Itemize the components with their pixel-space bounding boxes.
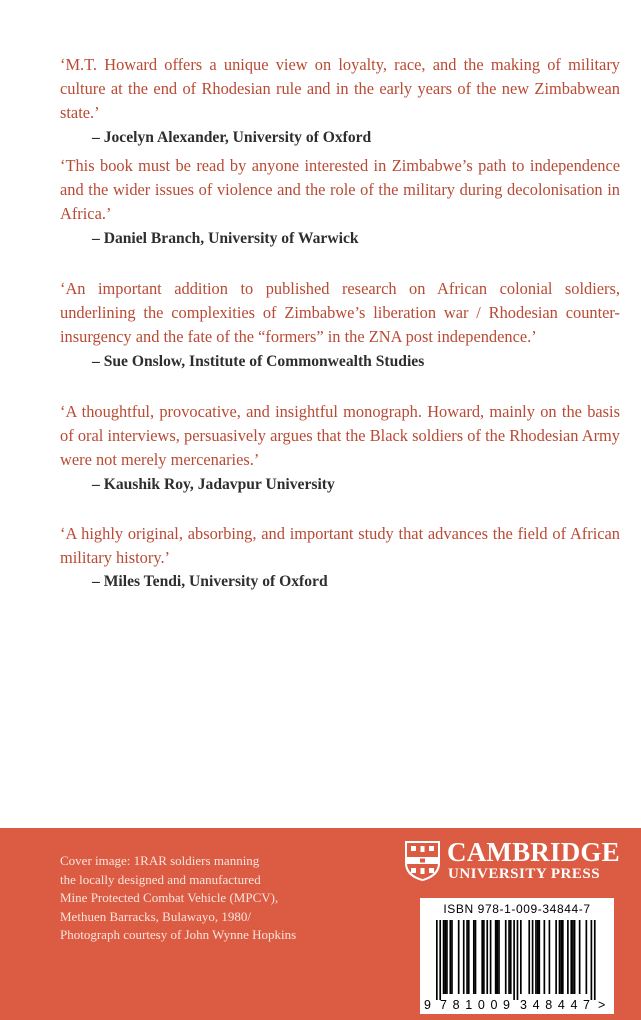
endorsement-4 [60,400,620,496]
back-cover-footer [0,828,641,1020]
isbn-label: ISBN 978-1-009-34844-7 [443,902,591,916]
publisher-name: CAMBRIDGE [447,837,620,867]
barcode-bar [505,920,507,994]
barcode-bar [510,920,512,994]
barcode-bar [535,920,537,994]
cover-image-credit: Cover image: 1RAR soldiers manning the locally designed and manufactured Mine Protected Combat Vehicle (MPCV), Methuen Barracks, Bulawayo, 1980/ Photograph courtesy of John Wynne Hopkins [60,853,297,943]
barcode-bar [490,920,492,994]
endorsement-attribution: – Kaushik Roy, Jadavpur University [92,475,335,493]
barcode-bar [466,920,468,994]
endorsement-attribution: – Sue Onslow, Institute of Commonwealth Studies [92,352,425,370]
publisher-subname: UNIVERSITY PRESS [448,866,601,882]
barcode-bar [481,920,483,994]
cambridge-crest-icon [404,840,441,882]
barcode-bar [567,920,569,994]
barcode-bar [496,920,498,994]
barcode-bar [560,920,562,994]
barcode-bar [549,920,551,994]
barcode-bar [449,920,451,994]
barcode-bar [436,920,438,1000]
barcode-bar [517,920,519,1000]
barcode-bar [572,920,574,994]
barcode-quiet-mark: > [598,998,606,1012]
barcode-image [420,898,614,1014]
barcode-left-digits: 781009 [440,998,510,1012]
publisher-logo [404,836,624,886]
barcode-bar [532,920,534,994]
barcode-bar [555,920,557,994]
barcode-bar [594,920,596,1000]
barcode-bar [468,920,470,994]
isbn-barcode [420,898,614,1014]
barcode-bar [458,920,460,994]
endorsement-quote: ‘A thoughtful, provocative, and insightful monograph. Howard, mainly on the basis of oral interviews, persuasively argues that the Black soldiers of the Rhodesian Army were not merely mercenaries.’ [60,402,620,470]
endorsement-attribution: – Miles Tendi, University of Oxford [92,573,328,591]
barcode-bar [528,920,530,994]
endorsement-attribution: – Daniel Branch, University of Warwick [92,229,359,247]
barcode-bar [486,920,488,994]
barcode-bar [591,920,593,1000]
barcode-bar [498,920,500,994]
barcode-bar [520,920,522,994]
barcode-right-digits: 348447 [520,998,590,1012]
endorsement-quote: ‘A highly original, absorbing, and important study that advances the field of African military history.’ [60,524,620,568]
barcode-bar [537,920,539,994]
barcode-bar [463,920,465,994]
barcode-bar [483,920,485,994]
endorsement-1 [60,53,620,149]
barcode-bar [446,920,448,994]
barcode-lead-digit: 9 [424,998,431,1012]
barcode-bar [538,920,540,994]
endorsement-2 [60,154,620,250]
barcode-bar [495,920,497,994]
barcode-bar [579,920,581,994]
endorsement-5 [60,522,620,593]
endorsement-quote: ‘This book must be read by anyone interested in Zimbabwe’s path to independence and the wider issues of violence and the role of the military during decolonisation in Africa.’ [60,156,620,224]
barcode-bar [570,920,572,994]
barcode-bar [574,920,576,994]
barcode-bar [439,920,441,1000]
barcode-bar [473,920,475,994]
barcode-bars [436,920,596,1000]
barcode-bar [513,920,515,1000]
barcode-bar [451,920,453,994]
barcode-bar [508,920,510,994]
endorsement-quote: ‘An important addition to published research on African colonial soldiers, underlining the complexities of Zimbabwe’s liberation war / Rhodesian counter-insurgency and the fate of the “formers” in the ZNA post independence.’ [60,279,620,347]
endorsement-3 [60,277,620,373]
barcode-bar [562,920,564,994]
barcode-bar [544,920,546,994]
barcode-bar [586,920,588,994]
barcode-bar [443,920,445,994]
barcode-bar [444,920,446,994]
endorsement-attribution: – Jocelyn Alexander, University of Oxford [92,128,372,146]
barcode-bar [559,920,561,994]
barcode-bar [475,920,477,994]
endorsement-quote: ‘M.T. Howard offers a unique view on loyalty, race, and the making of military culture at the end of Rhodesian rule and in the early years of the new Zimbabwean state.’ [60,55,620,123]
